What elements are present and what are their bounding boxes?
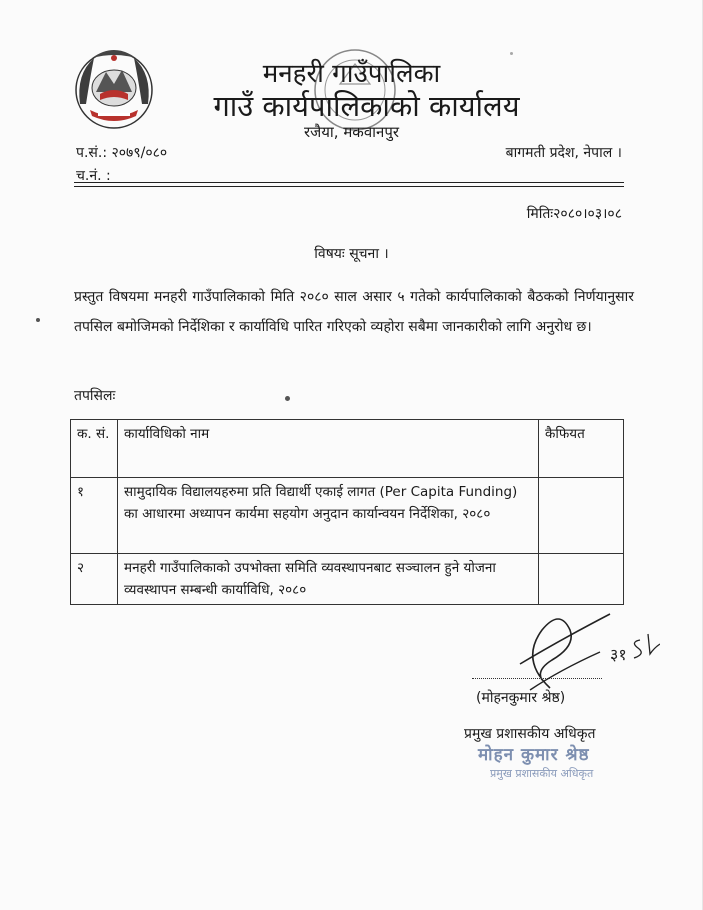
municipality-name: मनहरी गाउँपालिका bbox=[262, 59, 441, 89]
table-row bbox=[71, 554, 624, 605]
row-remarks bbox=[539, 478, 624, 554]
details-label: तपसिलः bbox=[74, 388, 116, 404]
office-address: रजैया, मकवानपुर bbox=[303, 123, 400, 141]
letter-date: मितिः२०८०।०३।०८ bbox=[526, 206, 622, 222]
handwritten-signature-icon bbox=[490, 600, 660, 700]
scan-speck bbox=[36, 318, 40, 322]
header-rule-top bbox=[74, 182, 624, 183]
header-name: कार्याविधिको नाम bbox=[118, 420, 539, 478]
signature-line bbox=[472, 678, 602, 679]
procedure-table bbox=[70, 419, 624, 605]
letter-subject: विषयः सूचना । bbox=[314, 246, 389, 262]
header-sn: क. सं. bbox=[71, 420, 118, 478]
row-remarks bbox=[539, 554, 624, 605]
stamp-name: मोहन कुमार श्रेष्ठ bbox=[478, 745, 590, 765]
reference-number: प.सं.: २०७९/०८० bbox=[76, 145, 168, 161]
row-sn: २ bbox=[71, 554, 118, 605]
table-row bbox=[71, 478, 624, 554]
signatory-designation: प्रमुख प्रशासकीय अधिकृत bbox=[464, 726, 596, 742]
province-label: बागमती प्रदेश, नेपाल । bbox=[505, 145, 622, 161]
dispatch-number: च.नं. : bbox=[76, 168, 111, 184]
header-rule-bottom bbox=[74, 186, 624, 187]
office-name: गाउँ कार्यपालिकाको कार्यालय bbox=[213, 89, 520, 123]
scan-speck bbox=[510, 52, 513, 55]
scan-speck bbox=[285, 396, 290, 401]
signatory-name: (मोहनकुमार श्रेष्ठ) bbox=[476, 690, 566, 706]
stamp-designation: प्रमुख प्रशासकीय अधिकृत bbox=[490, 767, 594, 780]
row-sn: १ bbox=[71, 478, 118, 554]
table-header-row bbox=[71, 420, 624, 478]
row-name: सामुदायिक विद्यालयहरुमा प्रति विद्यार्थी एकाई लागत (Per Capita Funding) का आधारमा अध्यापन कार्यमा सहयोग अनुदान कार्यान्वयन निर्देशिका, २०८० bbox=[118, 478, 539, 554]
handwritten-mark: ३१ bbox=[610, 645, 627, 664]
header-remarks: कैफियत bbox=[539, 420, 624, 478]
letter-body: प्रस्तुत विषयमा मनहरी गाउँपालिकाको मिति २०८० साल असार ५ गतेको कार्यपालिकाको बैठकको निर्णयानुसार तपसिल बमोजिमको निर्देशिका र कार्याविधि पारित गरिएको व्यहोरा सबैमा जानकारीको लागि अनुरोध छ। bbox=[74, 289, 634, 335]
row-name: मनहरी गाउँपालिकाको उपभोक्ता समिति व्यवस्थापनबाट सञ्चालन हुने योजना व्यवस्थापन सम्बन्धी कार्याविधि, २०८० bbox=[118, 554, 539, 605]
